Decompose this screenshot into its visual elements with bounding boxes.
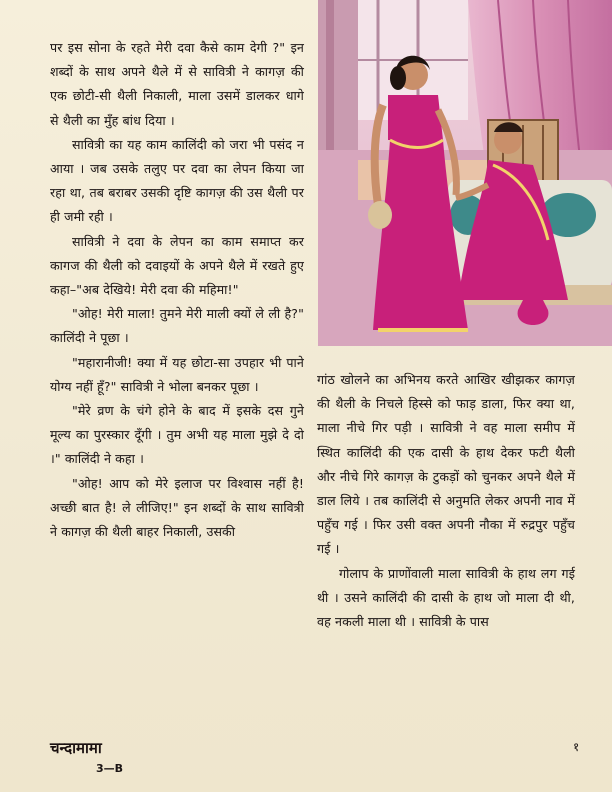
article-left-column: [50, 36, 304, 544]
paragraph: गांठ खोलने का अभिनय करते आखिर खीझकर कागज़ की थैली के निचले हिस्से को फाड़ डाला, फिर क्या था, माला नीचे गिर पड़ी । सावित्री ने वह माला समीप में स्थित कालिंदी की एक दासी के हाथ देकर फटी थैली और नीचे गिरे कागज़ के टुकड़ों को चुनकर अपने थैले में डाल लिये । तब कालिंदी से अनुमति लेकर अपनी नाव में पहुँच गई । फिर उसी वक्त अपनी नौका में रुद्रपुर पहुँच गई ।: [317, 372, 575, 557]
illustration-svg: [318, 0, 612, 346]
magazine-title: चन्दामामा: [50, 739, 102, 757]
story-illustration: [318, 0, 612, 346]
paragraph: "महारानीजी! क्या में यह छोटा-सा उपहार भी पाने योग्य नहीं हूँ?" सावित्री ने भोला बनकर पूछा ।: [50, 354, 304, 394]
paragraph: गोलाप के प्राणोंवाली माला सावित्री के हाथ लग गई थी । उसने कालिंदी की दासी के हाथ जो माला दी थी, वह नकली माला थी । सावित्री के पास: [317, 565, 575, 630]
paragraph: पर इस सोना के रहते मेरी दवा कैसे काम देगी ?" इन शब्दों के साथ अपने थैले में से सावित्री ने कागज़ की एक छोटी-सी थैली निकाली, माला उसमें डालकर धागे से थैली का मुँह बांध दिया ।: [50, 40, 304, 128]
page-number: १: [573, 740, 580, 754]
paragraph: सावित्री ने दवा के लेपन का काम समाप्त कर कागज की थैली को दवाइयों के अपने थैले में रखते हुए कहा–"अब देखिये! मेरी दवा की महिमा!": [50, 233, 304, 298]
paragraph: "ओह! मेरी माला! तुमने मेरी माली क्यों ले ली है?" कालिंदी ने पूछा ।: [50, 306, 304, 346]
paragraph: "ओह! आप को मेरे इलाज पर विश्वास नहीं है! अच्छी बात है! ले लीजिए!" इन शब्दों के साथ सावित्री ने कागज़ की थैली बाहर निकाली, उसकी: [50, 475, 304, 540]
page-code: 3—B: [96, 762, 124, 775]
paragraph: सावित्री का यह काम कालिंदी को जरा भी पसंद न आया । जब उसके तलुए पर दवा का लेपन किया जा रहा था, तब बराबर उसकी दृष्टि कागज़ की उस थैली पर ही जमी रही ।: [50, 136, 304, 225]
paragraph: "मेरे व्रण के चंगे होने के बाद में इसके दस गुने मूल्य का पुरस्कार दूँगी । तुम अभी यह माला मुझे दे दो ।" कालिंदी ने कहा ।: [50, 403, 304, 467]
article-right-column: [317, 368, 575, 634]
